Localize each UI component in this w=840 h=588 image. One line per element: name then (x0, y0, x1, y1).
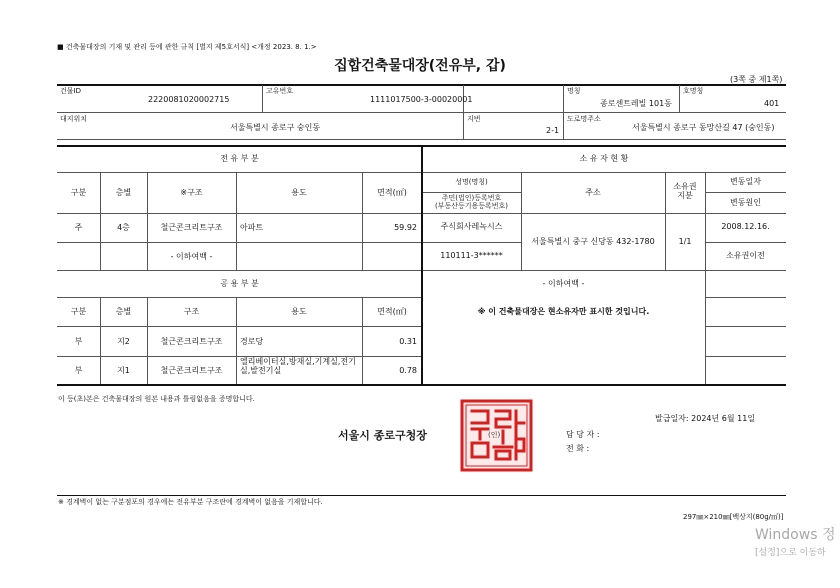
paper-spec: 297㎜×210㎜[백상지(80g/㎡)] (683, 513, 784, 521)
contact-phone-label: 전 화 : (566, 444, 590, 453)
unique-no-value: 1111017500-3-00020001 (370, 95, 473, 104)
owner-change-date: 2008.12.16. (721, 222, 770, 231)
site-label: 대지위치 (60, 115, 88, 123)
unique-no-label: 고유번호 (266, 87, 294, 95)
owner-share: 1/1 (678, 237, 692, 246)
cm-header-structure: 구조 (183, 307, 200, 316)
lot-label: 지번 (467, 115, 481, 123)
bldg-id-value: 2220081020002715 (148, 95, 230, 104)
cm-row2-type: 부 (74, 366, 83, 375)
contact-person-label: 담 당 자 : (566, 430, 600, 439)
name-label: 명칭 (567, 87, 581, 95)
owner-header-name: 성명(명칭) (455, 178, 488, 186)
cm-header-floor: 층별 (115, 307, 132, 316)
owner-address: 서울특별시 중구 신당동 432-1780 (531, 237, 655, 246)
cm-header-area: 면적(㎡) (377, 307, 407, 316)
document-title: 집합건축물대장(전유부, 갑) (334, 58, 506, 74)
ex-row-structure: 철근콘크리트구조 (160, 223, 223, 232)
ex-row-area: 59.92 (394, 223, 417, 232)
cm-row1-area: 0.31 (399, 337, 417, 346)
windows-watermark-title: Windows 정 (755, 527, 836, 543)
name-value: 종로센트레빌 101동 (600, 99, 672, 108)
owner-id: 110111-3****** (440, 251, 503, 260)
cm-row1-floor: 지2 (117, 337, 130, 346)
owner-header-share: 소유권 지분 (673, 182, 697, 200)
common-section-title: 공 용 부 분 (220, 279, 259, 288)
lot-value: 2-1 (546, 126, 560, 135)
form-note: ■ 건축물대장의 기재 및 관리 등에 관한 규칙 [별지 제5호서식] <개정 2023. 8. 1.> (57, 43, 317, 51)
unit-label: 호명칭 (683, 87, 704, 95)
owner-header-id: 주민(법인)등록번호 (부동산등기용등록번호) (434, 194, 509, 211)
ex-header-use: 용도 (291, 188, 307, 197)
ex-end-marker: - 이하여백 - (170, 252, 213, 261)
exclusive-section-title: 전 유 부 분 (220, 154, 259, 163)
issuer-name: 서울시 종로구청장 (338, 429, 427, 442)
owner-note: ※ 이 건축물대장은 현소유자만 표시한 것입니다. (477, 307, 650, 316)
ex-row-type: 주 (74, 223, 83, 232)
cm-row2-area: 0.78 (399, 366, 417, 375)
cm-row1-use: 경로당 (240, 337, 264, 346)
seal-signature-char: (인) (488, 431, 501, 439)
bldg-id-label: 건물ID (60, 87, 81, 95)
ex-header-type: 구분 (70, 188, 87, 197)
owner-end-marker: - 이하여백 - (542, 279, 585, 288)
unit-value: 401 (764, 99, 780, 108)
footnote: ※ 경계벽이 없는 구분점포의 경우에는 전유부분 구조란에 경계벽이 없음을 기재합니다. (58, 498, 323, 506)
road-value: 서울특별시 종로구 동망산길 47 (숭인동) (632, 123, 775, 132)
owner-header-reason: 변동원인 (730, 198, 761, 207)
cm-row1-type: 부 (74, 337, 83, 346)
owner-header-address: 주소 (585, 188, 601, 197)
certify-text: 이 등(초)본은 건축물대장의 원본 내용과 틀림없음을 증명합니다. (58, 395, 255, 403)
ex-header-area: 면적(㎡) (377, 188, 407, 197)
issue-date: 발급일자: 2024년 6월 11일 (655, 414, 756, 423)
ex-header-structure: ※구조 (180, 188, 203, 197)
windows-watermark-subtitle: [설정]으로 이동하 (755, 548, 826, 558)
owner-header-date: 변동일자 (730, 177, 761, 186)
cm-header-use: 용도 (291, 307, 307, 316)
owner-name: 주식회사레녹시스 (440, 222, 503, 231)
cm-row2-floor: 지1 (117, 366, 130, 375)
page-indicator: (3쪽 중 제1쪽) (730, 75, 783, 84)
road-label: 도로명주소 (567, 115, 601, 123)
ex-header-floor: 층별 (115, 188, 132, 197)
cm-header-type: 구분 (70, 307, 87, 316)
cm-row2-structure: 철근콘크리트구조 (160, 366, 223, 375)
site-value: 서울특별시 종로구 숭인동 (230, 123, 321, 132)
cm-row1-structure: 철근콘크리트구조 (160, 337, 223, 346)
ex-row-use: 아파트 (240, 223, 264, 232)
cm-row2-use: 엘리베이터실,방재실,기계실,전기실,발전기실 (240, 357, 356, 375)
ex-row-floor: 4층 (117, 223, 130, 232)
owner-section-title: 소 유 자 현 황 (579, 154, 629, 163)
owner-change-reason: 소유권이전 (726, 251, 765, 260)
